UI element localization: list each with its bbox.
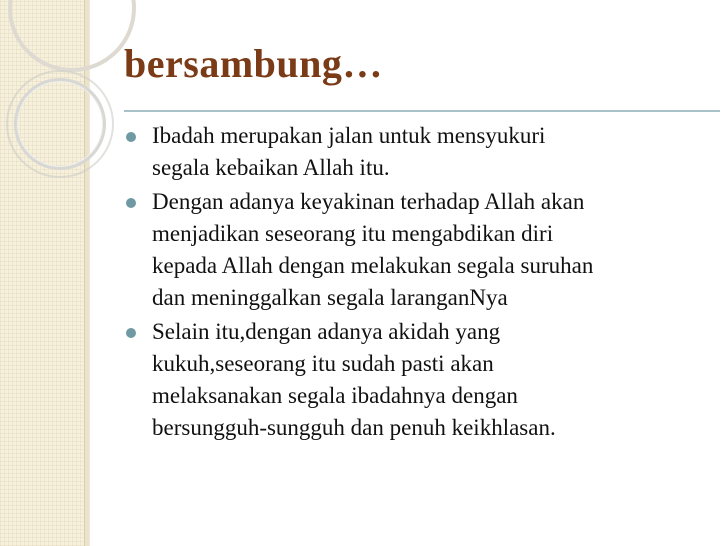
decorative-ring-icon [14, 78, 106, 170]
bullet-item [124, 316, 714, 444]
bullet-dot-icon [126, 328, 136, 338]
bullet-dot-icon [126, 198, 136, 208]
bullet-text-line: menjadikan seseorang itu mengabdikan diri [152, 221, 554, 246]
bullet-text-line: bersungguh-sungguh dan penuh keikhlasan. [152, 415, 556, 440]
bullet-text-line: Selain itu,dengan adanya akidah yang [152, 319, 501, 344]
bullet-text-line: melaksanakan segala ibadahnya dengan [152, 383, 518, 408]
bullet-item [124, 186, 714, 314]
title-underline [124, 110, 720, 112]
slide-title: bersambung… [124, 41, 383, 86]
bullet-text-line: dan meninggalkan segala laranganNya [152, 285, 508, 310]
bullet-text-line: kukuh,seseorang itu sudah pasti akan [152, 351, 494, 376]
bullet-text-line: segala kebaikan Allah itu. [152, 155, 390, 180]
bullet-dot-icon [126, 132, 136, 142]
bullet-list [124, 120, 714, 446]
bullet-text-line: kepada Allah dengan melakukan segala suruhan [152, 253, 594, 278]
bullet-item [124, 120, 714, 184]
bullet-text-line: Dengan adanya keyakinan terhadap Allah akan [152, 189, 585, 214]
bullet-text-line: Ibadah merupakan jalan untuk mensyukuri [152, 123, 546, 148]
